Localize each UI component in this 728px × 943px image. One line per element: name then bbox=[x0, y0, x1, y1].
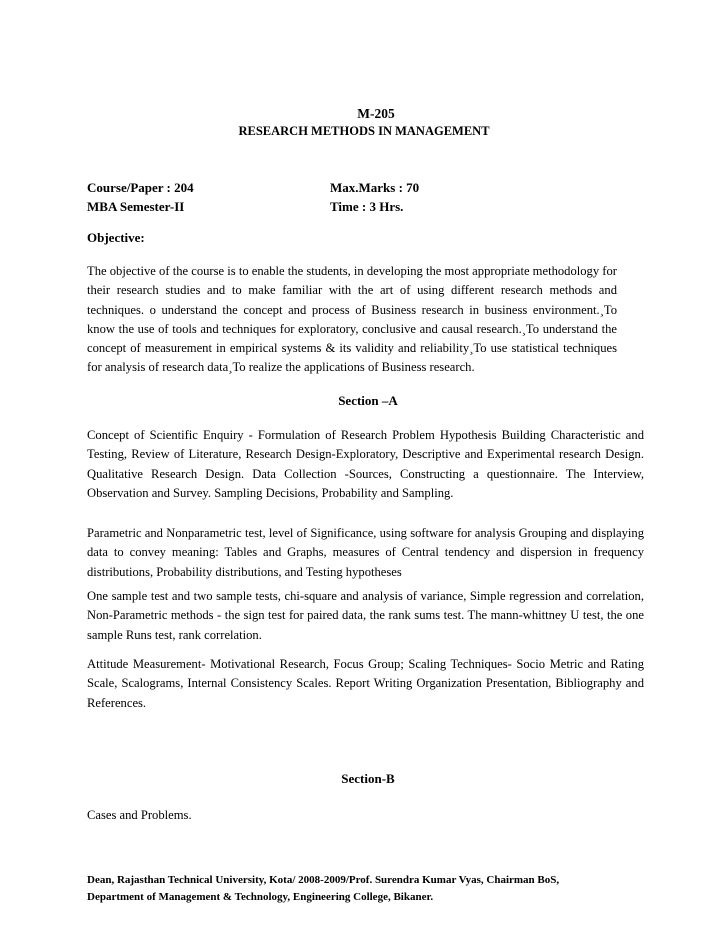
footer-line-2: Department of Management & Technology, Engineering College, Bikaner. bbox=[87, 891, 434, 903]
exam-time: Time : 3 Hrs. bbox=[330, 199, 404, 214]
objective-heading: Objective: bbox=[87, 230, 145, 245]
objective-text: The objective of the course is to enable the students, in developing the most appropriate methodology for their research studies and to make familiar with the art of using different research methods and techniques. o understand the concept and process of Business research in business environment.¸To know the use of tools and techniques for exploratory, conclusive and causal research.¸To understand the concept of measurement in empirical systems & its validity and reliability¸To use statistical techniques for analysis of research data¸To realize the applications of Business research. bbox=[87, 264, 617, 375]
course-paper: Course/Paper : 204 bbox=[87, 180, 194, 195]
section-a-paragraph-2: Parametric and Nonparametric test, level of Significance, using software for analysis Grouping and displaying data to convey meaning: Tables and Graphs, measures of Central tendency and dispersion in frequency distributions, Probability distributions, and Testing hypotheses bbox=[87, 526, 644, 579]
section-b-heading: Section-B bbox=[341, 771, 395, 786]
meta-left bbox=[87, 178, 194, 216]
footer bbox=[87, 872, 687, 906]
semester: MBA Semester-II bbox=[87, 199, 185, 214]
footer-line-1: Dean, Rajasthan Technical University, Kota/ 2008-2009/Prof. Surendra Kumar Vyas, Chairman BoS, bbox=[87, 874, 560, 886]
section-a-paragraph-4: Attitude Measurement- Motivational Research, Focus Group; Scaling Techniques- Socio Metric and Rating Scale, Scalograms, Internal Consistency Scales. Report Writing Organization Presentation, Bibliography and References. bbox=[87, 657, 644, 710]
section-b-text: Cases and Problems. bbox=[87, 808, 192, 822]
max-marks: Max.Marks : 70 bbox=[330, 180, 420, 195]
section-a-paragraph-1: Concept of Scientific Enquiry - Formulation of Research Problem Hypothesis Building Characteristic and Testing, Review of Literature, Research Design-Exploratory, Descriptive and Experimental research Design. Qualitative Research Design. Data Collection -Sources, Constructing a questionnaire. The Interview, Observation and Survey. Sampling Decisions, Probability and Sampling. bbox=[87, 428, 644, 500]
course-title: RESEARCH METHODS IN MANAGEMENT bbox=[238, 124, 490, 138]
section-a-paragraph-3: One sample test and two sample tests, chi-square and analysis of variance, Simple regression and correlation, Non-Parametric methods - the sign test for paired data, the rank sums test. The mann-whittney U test, the one sample Runs test, rank correlation. bbox=[87, 589, 644, 642]
meta-right bbox=[330, 178, 419, 216]
section-a-heading: Section –A bbox=[338, 393, 398, 408]
course-code: M-205 bbox=[357, 106, 395, 121]
